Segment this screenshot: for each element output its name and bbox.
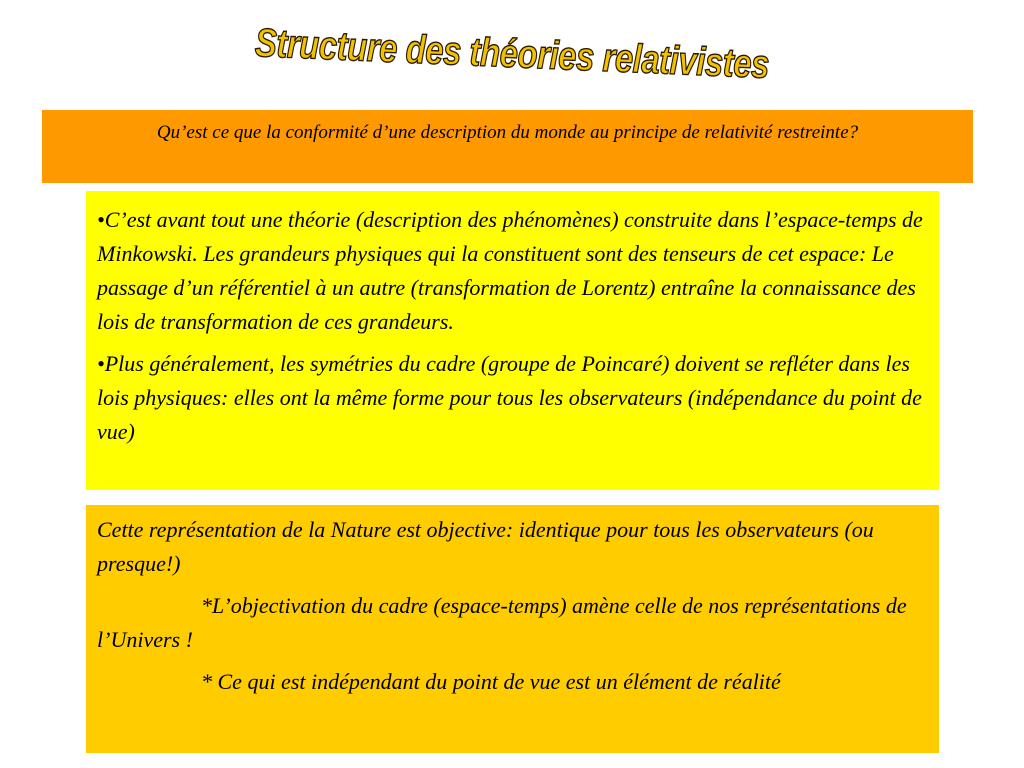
conclusion-intro: Cette représentation de la Nature est objective: identique pour tous les observateurs (ou presque!) (97, 517, 874, 576)
conclusion-point-objectivation: *L’objectivation du cadre (espace-temps) amène celle de nos représentations de l’Univers ! (97, 593, 907, 652)
conclusion-point-realite: * Ce qui est indépendant du point de vue est un élément de réalité (201, 669, 781, 694)
conclusion-box (86, 505, 939, 753)
main-point-minkowski: •C’est avant tout une théorie (description des phénomènes) construite dans l’espace-temps de Minkowski. Les grandeurs physiques qui la constituent sont des tenseurs de cet espace: Le passage d’un référentiel à un autre (transformation de Lorentz) entraîne la connaissance des lois de transformation de ces grandeurs. (97, 207, 923, 334)
main-points-box (86, 191, 939, 490)
question-text: Qu’est ce que la conformité d’une description du monde au principe de relativité restreinte? (156, 122, 859, 143)
question-box (42, 110, 973, 183)
slide-title: Structure des théories relativistes (254, 21, 770, 87)
main-point-poincare: •Plus généralement, les symétries du cadre (groupe de Poincaré) doivent se refléter dans les lois physiques: elles ont la même forme pour tous les observateurs (indépendance du point de vue) (97, 351, 922, 444)
